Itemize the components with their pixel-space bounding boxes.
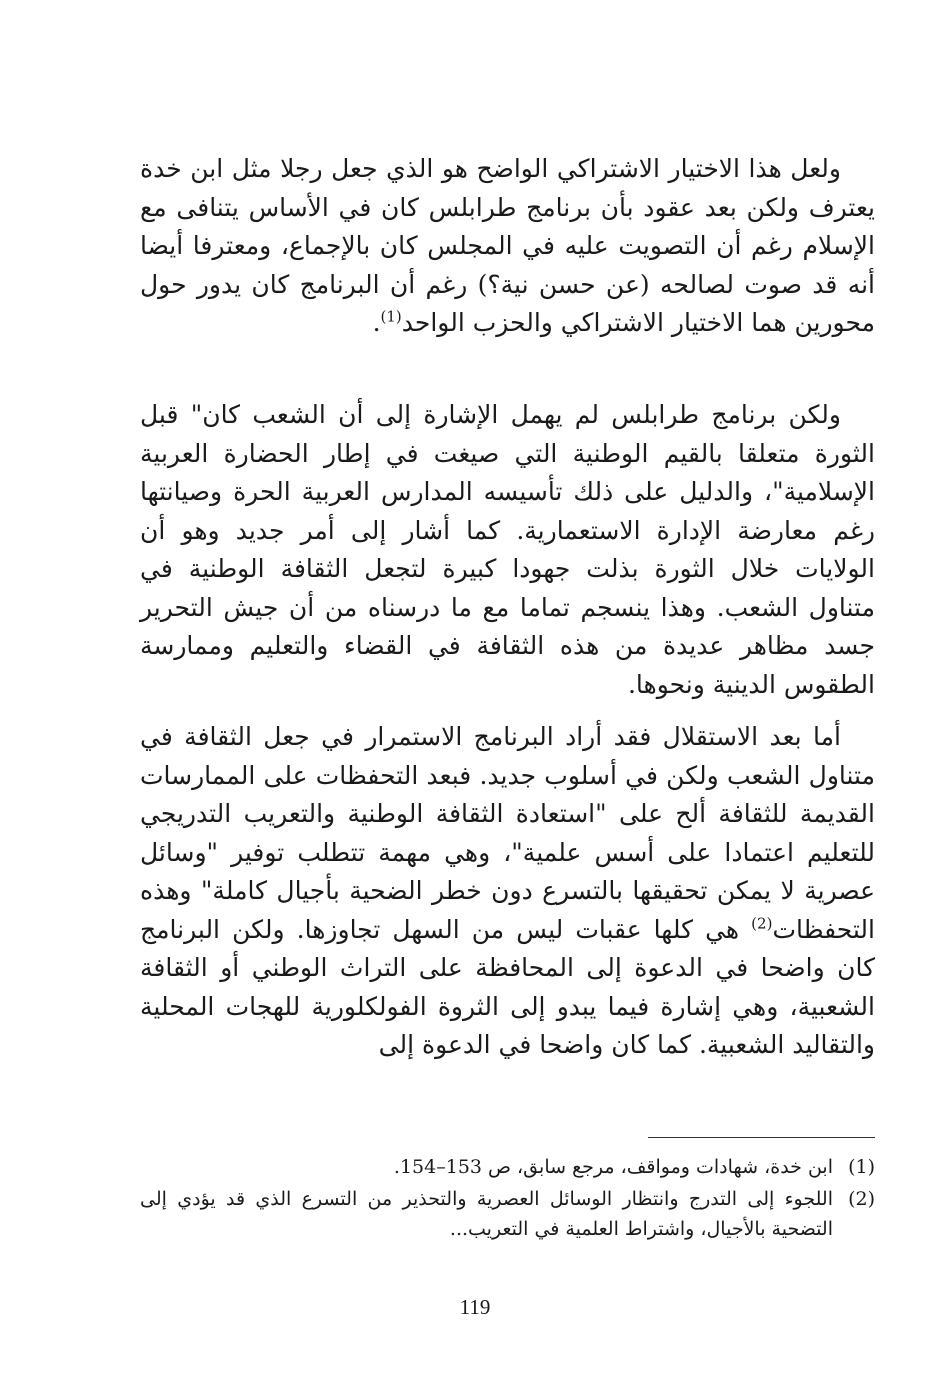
footnote-number: (1): [848, 1156, 875, 1178]
footnotes: [140, 1152, 875, 1246]
footnote-separator: [648, 1137, 875, 1138]
footnote-ref-1: (1): [380, 307, 402, 326]
paragraph-text: ولكن برنامج طرابلس لم يهمل الإشارة إلى أن الشعب كان" قبل الثورة متعلقا بالقيم الوطنية التي صيغت في إطار الحضارة العربية الإسلامية"، والدليل على ذلك تأسيسه المدارس العربية الحرة وصيانتها رغم معارضة الإدارة الاستعمارية. كما أشار إلى أمر جديد وهو أن الولايات خلال الثورة بذلت جهودا كبيرة لتجعل الثقافة الوطنية في متناول الشعب. وهذا ينسجم تماما مع ما درسناه من أن جيش التحرير جسد مظاهر عديدة من هذه الثقافة في القضاء والتعليم وممارسة الطقوس الدينية ونحوها.: [140, 400, 875, 699]
paragraph-tail: .: [372, 308, 381, 337]
footnote-1: [140, 1152, 875, 1182]
paragraph-3: [140, 718, 875, 1065]
paragraph-2: [140, 396, 875, 704]
footnote-number: (2): [848, 1188, 875, 1210]
footnote-2: [140, 1184, 875, 1244]
footnote-ref-2: (2): [751, 914, 773, 933]
footnote-text: ابن خدة، شهادات ومواقف، مرجع سابق، ص 153–154.: [393, 1156, 833, 1178]
paragraph-text: أما بعد الاستقلال فقد أراد البرنامج الاستمرار في جعل الثقافة في متناول الشعب ولكن في أسلوب جديد. فبعد التحفظات على الممارسات القديمة للثقافة ألح على "استعادة الثقافة الوطنية والتعريب التدريجي للتعليم اعتمادا على أسس علمية"، وهي مهمة تتطلب توفير "وسائل عصرية لا يمكن تحقيقها بالتسرع دون خطر الضحية بأجيال كاملة" وهذه التحفظات: [140, 722, 875, 944]
paragraph-tail: هي كلها عقبات ليس من السهل تجاوزها. ولكن البرنامج كان واضحا في الدعوة إلى المحافظة على التراث الوطني أو الثقافة الشعبية، وهي إشارة فيما يبدو إلى الثروة الفولكلورية للهجات المحلية والتقاليد الشعبية. كما كان واضحا في الدعوة إلى: [140, 914, 875, 1059]
page-number: 119: [459, 1295, 491, 1319]
paragraph-1: [140, 150, 875, 343]
paragraph-text: ولعل هذا الاختيار الاشتراكي الواضح هو الذي جعل رجلا مثل ابن خدة يعترف ولكن بعد عقود بأن برنامج طرابلس كان في الأساس يتنافى مع الإسلام رغم أن التصويت عليه في المجلس كان بالإجماع، ومعترفا أيضا أنه قد صوت لصالحه (عن حسن نية؟) رغم أن البرنامج كان يدور حول محورين هما الاختيار الاشتراكي والحزب الواحد: [140, 154, 875, 337]
footnote-text: اللجوء إلى التدرج وانتظار الوسائل العصرية والتحذير من التسرع الذي قد يؤدي إلى التضحية بالأجيال، واشتراط العلمية في التعريب...: [140, 1188, 833, 1240]
